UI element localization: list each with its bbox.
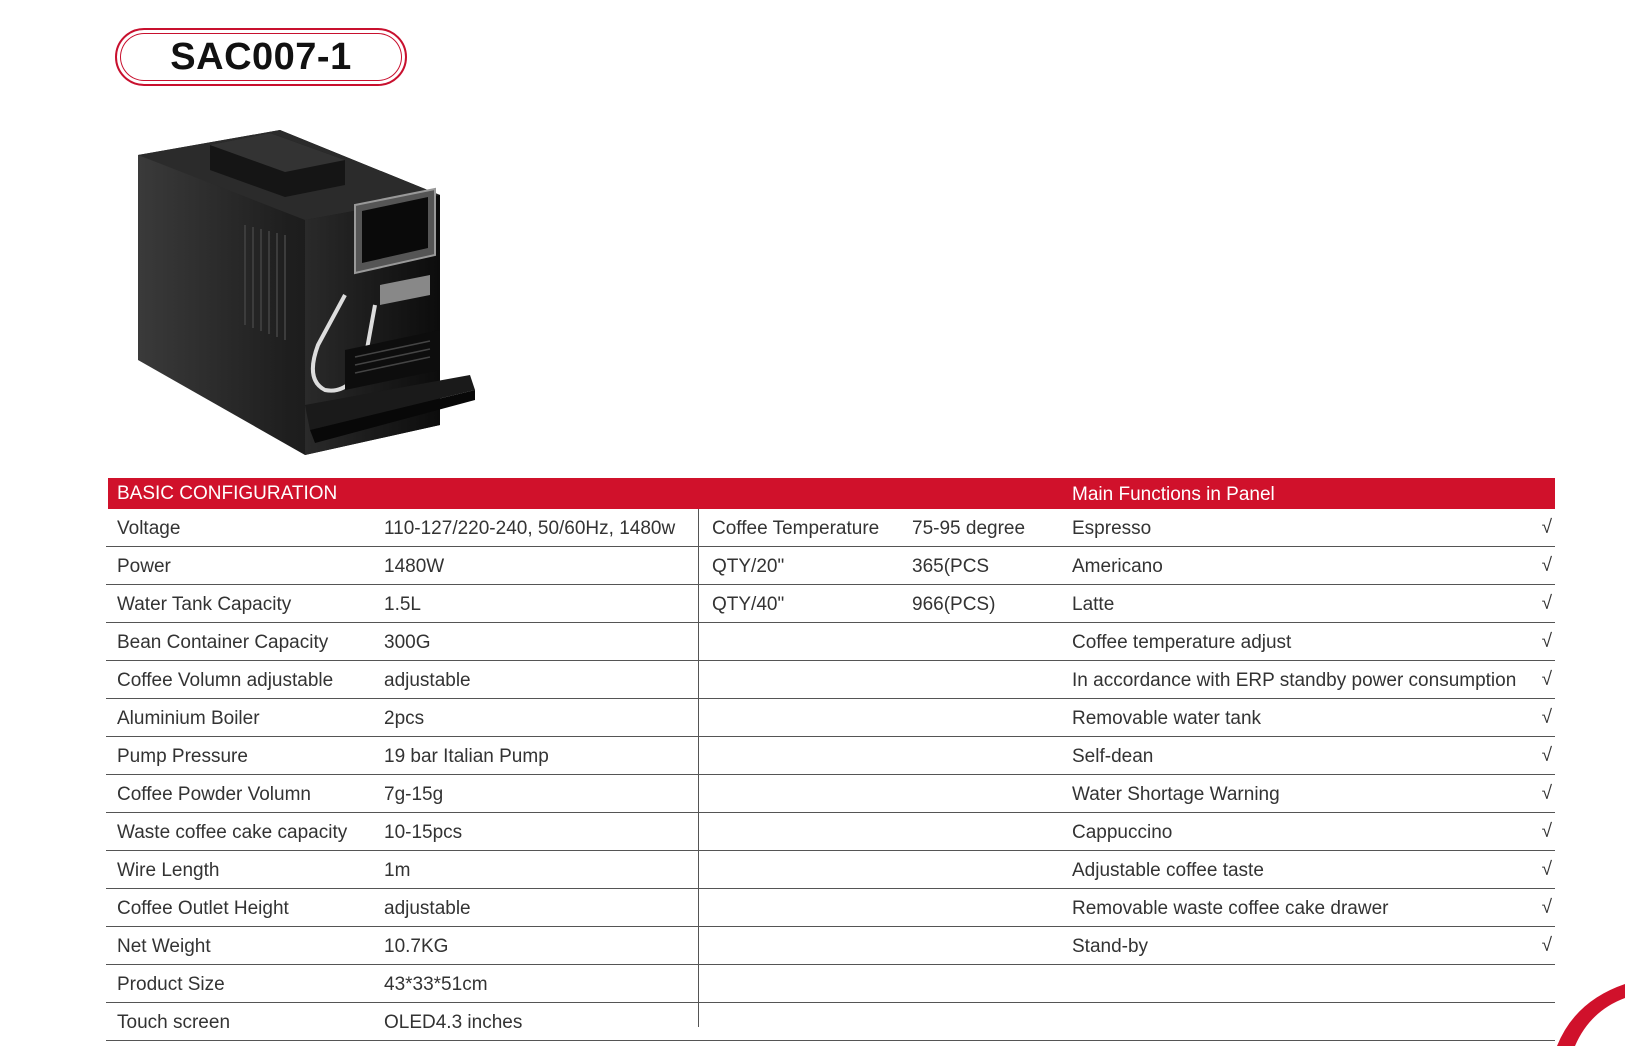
checkmark-icon: √	[1541, 897, 1552, 918]
spec-value: 1480W	[384, 556, 445, 577]
function-name: Americano	[1072, 556, 1163, 577]
spec-label: Net Weight	[117, 936, 211, 957]
extra-value: 75-95 degree	[912, 518, 1026, 539]
spec-label: Coffee Volumn adjustable	[117, 670, 334, 691]
spec-value: 110-127/220-240, 50/60Hz, 1480w	[384, 518, 676, 539]
spec-label: Pump Pressure	[117, 746, 248, 767]
checkmark-icon: √	[1541, 517, 1552, 538]
table-row	[106, 775, 1555, 813]
extra-label: QTY/40"	[712, 594, 785, 615]
table-row	[106, 927, 1555, 965]
checkmark-icon: √	[1541, 859, 1552, 880]
function-name: Stand-by	[1072, 936, 1149, 957]
spec-value: OLED4.3 inches	[384, 1012, 523, 1033]
spec-label: Voltage	[117, 518, 181, 539]
extra-value: 365(PCS	[912, 556, 990, 577]
function-name: Water Shortage Warning	[1072, 784, 1280, 805]
table-row	[106, 813, 1555, 851]
function-name: In accordance with ERP standby power consumption	[1072, 670, 1517, 691]
checkmark-icon: √	[1541, 745, 1552, 766]
table-row	[106, 1003, 1555, 1041]
checkmark-icon: √	[1541, 783, 1552, 804]
checkmark-icon: √	[1541, 555, 1552, 576]
spec-label: Bean Container Capacity	[117, 632, 329, 653]
coffee-machine-image	[130, 125, 490, 460]
table-row	[106, 889, 1555, 927]
checkmark-icon: √	[1541, 821, 1552, 842]
checkmark-icon: √	[1541, 935, 1552, 956]
table-row	[106, 737, 1555, 775]
spec-label: Power	[117, 556, 171, 577]
spec-value: adjustable	[384, 898, 471, 919]
spec-value: 43*33*51cm	[384, 974, 488, 995]
main-functions-heading: Main Functions in Panel	[1072, 484, 1275, 505]
table-row	[106, 509, 1555, 547]
table-row	[106, 699, 1555, 737]
table-row	[106, 585, 1555, 623]
spec-value: 19 bar Italian Pump	[384, 746, 549, 767]
table-row	[106, 623, 1555, 661]
spec-label: Wire Length	[117, 860, 220, 881]
function-name: Cappuccino	[1072, 822, 1173, 843]
spec-value: 7g-15g	[384, 784, 444, 805]
column-divider	[698, 509, 699, 1027]
spec-value: 10.7KG	[384, 936, 449, 957]
table-row	[106, 547, 1555, 585]
extra-value: 966(PCS)	[912, 594, 996, 615]
checkmark-icon: √	[1541, 631, 1552, 652]
extra-label: QTY/20"	[712, 556, 785, 577]
spec-label: Product Size	[117, 974, 225, 995]
spec-value: 2pcs	[384, 708, 425, 729]
table-header	[108, 478, 1555, 509]
model-title: SAC007-1	[170, 35, 352, 78]
spec-table	[106, 509, 1555, 1041]
spec-value: 300G	[384, 632, 431, 653]
spec-value: 1.5L	[384, 594, 421, 615]
spec-label: Coffee Outlet Height	[117, 898, 289, 919]
spec-value: 10-15pcs	[384, 822, 463, 843]
table-row	[106, 851, 1555, 889]
spec-label: Water Tank Capacity	[117, 594, 292, 615]
function-name: Latte	[1072, 594, 1115, 615]
function-name: Removable water tank	[1072, 708, 1262, 729]
checkmark-icon: √	[1541, 669, 1552, 690]
model-title-badge	[115, 28, 407, 86]
function-name: Espresso	[1072, 518, 1152, 539]
checkmark-icon: √	[1541, 593, 1552, 614]
extra-label: Coffee Temperature	[712, 518, 880, 539]
function-name: Removable waste coffee cake drawer	[1072, 898, 1389, 919]
function-name: Adjustable coffee taste	[1072, 860, 1264, 881]
spec-label: Aluminium Boiler	[117, 708, 260, 729]
spec-value: adjustable	[384, 670, 471, 691]
spec-label: Touch screen	[117, 1012, 231, 1033]
table-row	[106, 965, 1555, 1003]
function-name: Coffee temperature adjust	[1072, 632, 1292, 653]
spec-label: Coffee Powder Volumn	[117, 784, 311, 805]
corner-swoosh-decoration	[1535, 976, 1625, 1046]
spec-label: Waste coffee cake capacity	[117, 822, 348, 843]
spec-value: 1m	[384, 860, 411, 881]
checkmark-icon: √	[1541, 707, 1552, 728]
table-row	[106, 661, 1555, 699]
function-name: Self-dean	[1072, 746, 1154, 767]
basic-config-heading: BASIC CONFIGURATION	[117, 483, 338, 504]
